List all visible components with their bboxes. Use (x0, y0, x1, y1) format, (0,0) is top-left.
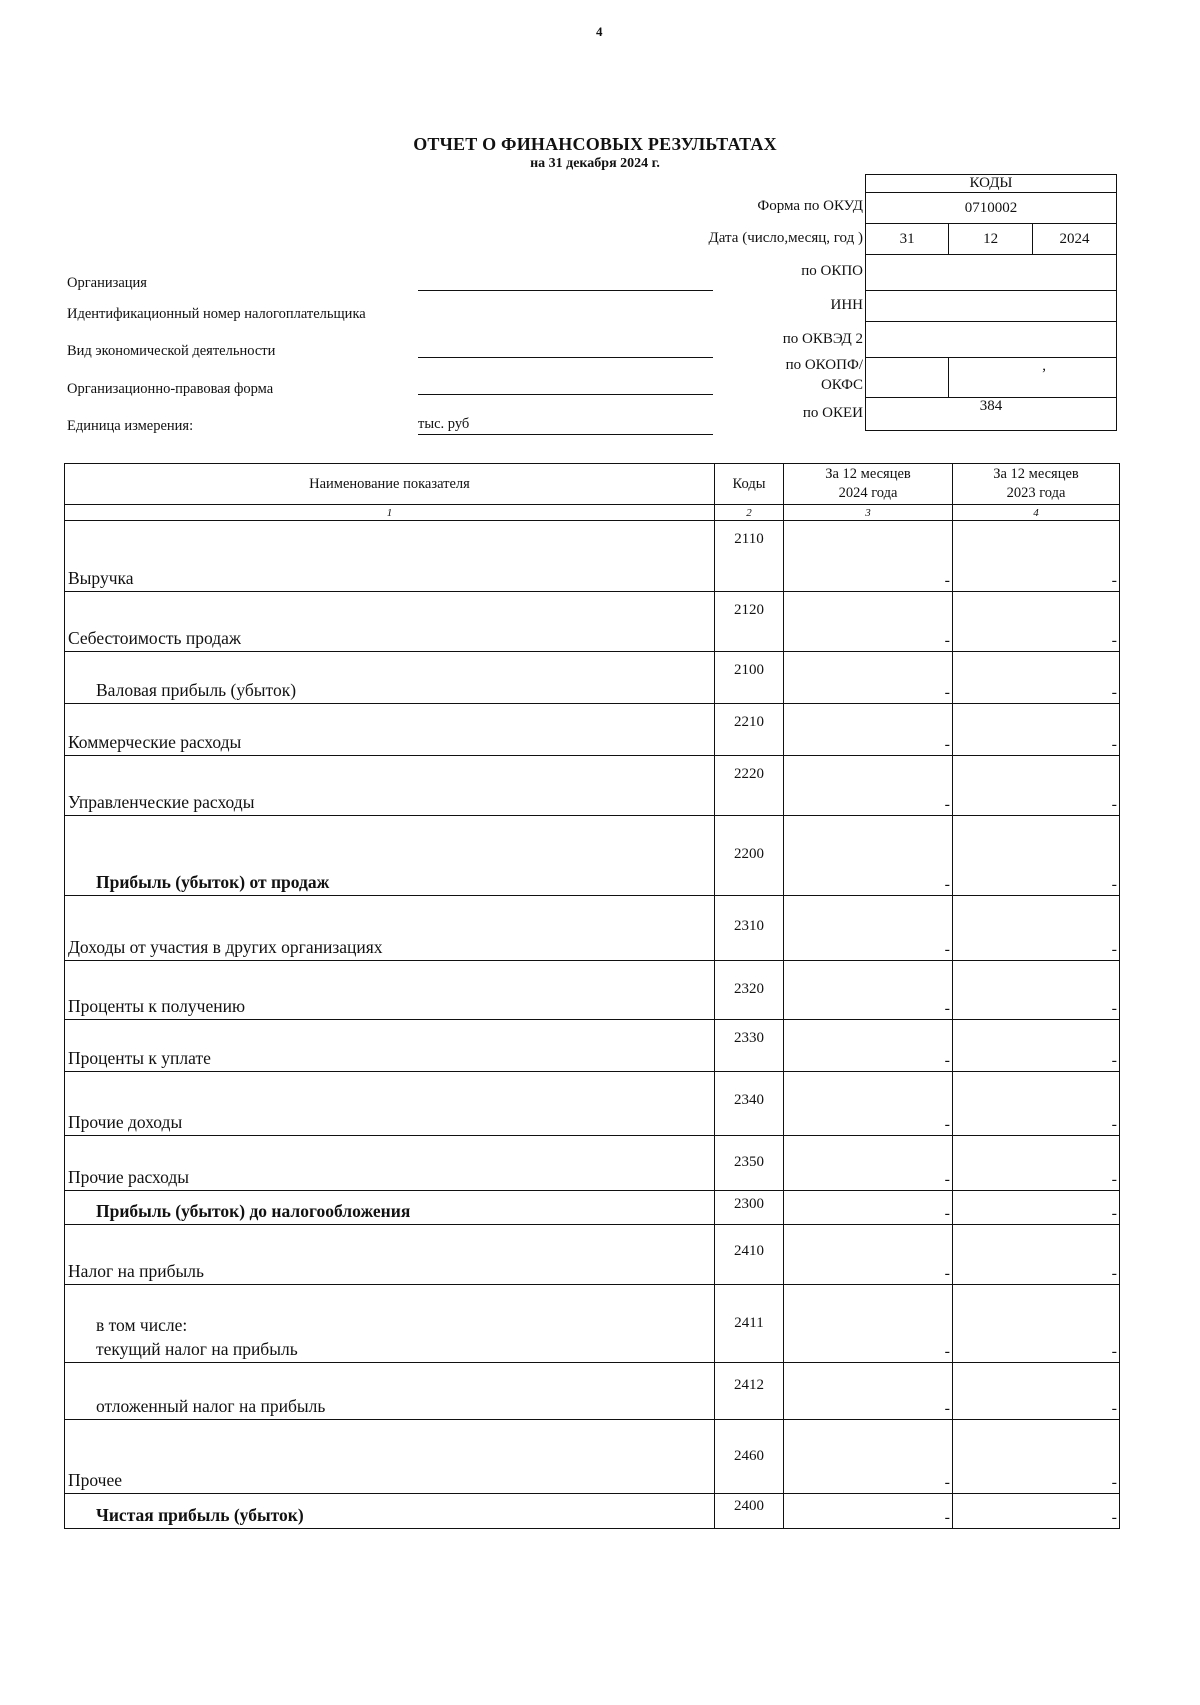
row-code: 2310 (715, 896, 784, 961)
row-code: 2410 (715, 1225, 784, 1285)
table-row (65, 1020, 1120, 1072)
row-name-participation-income: Доходы от участия в других организациях (65, 896, 715, 961)
row-code: 2400 (715, 1494, 784, 1529)
row-value-current: - (784, 704, 953, 756)
table-row (65, 1363, 1120, 1420)
table-row (65, 1285, 1120, 1363)
header-prev-period-line2: 2023 года (1006, 485, 1066, 501)
organization-line (418, 290, 713, 291)
row-code: 2460 (715, 1420, 784, 1494)
table-row (65, 961, 1120, 1020)
row-value-previous: - (953, 1225, 1120, 1285)
row-value-previous: - (953, 1020, 1120, 1072)
col-number: 4 (953, 505, 1120, 521)
row-value-current: - (784, 1420, 953, 1494)
date-month: 12 (949, 224, 1033, 255)
date-day: 31 (866, 224, 949, 255)
report-title: ОТЧЕТ О ФИНАНСОВЫХ РЕЗУЛЬТАТАХ (413, 134, 777, 154)
row-name-cost-of-sales: Себестоимость продаж (65, 592, 715, 652)
okopf-value (866, 358, 949, 398)
row-name-interest-receivable: Проценты к получению (65, 961, 715, 1020)
row-name-current-income-tax: текущий налог на прибыль (96, 1339, 298, 1359)
row-name-current-tax (65, 1285, 715, 1363)
table-row (65, 652, 1120, 704)
legal-form-label: Организационно-правовая форма (67, 381, 274, 397)
row-name-admin-expenses: Управленческие расходы (65, 756, 715, 816)
table-row (65, 704, 1120, 756)
okei-value: 384 (866, 398, 1117, 431)
row-value-current: - (784, 756, 953, 816)
row-value-previous: - (953, 592, 1120, 652)
row-value-previous: - (953, 816, 1120, 896)
row-code: 2320 (715, 961, 784, 1020)
col-number: 3 (784, 505, 953, 521)
inn-value (866, 291, 1117, 322)
report-date: на 31 декабря 2024 г. (530, 156, 660, 171)
header-current-period-line1: За 12 месяцев (825, 466, 911, 482)
row-name-income-tax: Налог на прибыль (65, 1225, 715, 1285)
header-code: Коды (715, 464, 784, 505)
row-value-current: - (784, 816, 953, 896)
row-value-current: - (784, 1136, 953, 1191)
date-label: Дата (число,месяц, год ) (708, 230, 863, 246)
inn-label: Идентификационный номер налогоплательщика (67, 306, 366, 322)
okfs-label: ОКФС (820, 377, 863, 393)
row-value-current: - (784, 652, 953, 704)
row-value-previous: - (953, 1285, 1120, 1363)
row-name-net-profit: Чистая прибыль (убыток) (65, 1494, 715, 1529)
table-row (65, 1420, 1120, 1494)
table-row (65, 756, 1120, 816)
row-value-current: - (784, 592, 953, 652)
row-code: 2200 (715, 816, 784, 896)
financial-results-table (64, 463, 1120, 1529)
row-value-current: - (784, 1225, 953, 1285)
table-row (65, 1072, 1120, 1136)
table-row (65, 1191, 1120, 1225)
header-prev-period-line1: За 12 месяцев (993, 466, 1079, 482)
okei-label: по ОКЕИ (802, 405, 863, 421)
row-code: 2220 (715, 756, 784, 816)
unit-label: Единица измерения: (67, 418, 194, 434)
legal-form-line (418, 394, 713, 395)
organization-label: Организация (67, 275, 147, 291)
row-value-current: - (784, 1191, 953, 1225)
header-name: Наименование показателя (65, 464, 715, 505)
activity-line (418, 357, 713, 358)
row-name-other-expenses: Прочие расходы (65, 1136, 715, 1191)
row-value-previous: - (953, 896, 1120, 961)
row-code: 2330 (715, 1020, 784, 1072)
row-value-current: - (784, 961, 953, 1020)
row-value-current: - (784, 1363, 953, 1420)
row-name-interest-payable: Проценты к уплате (65, 1020, 715, 1072)
unit-value: тыс. руб (418, 416, 713, 435)
row-value-previous: - (953, 1136, 1120, 1191)
okopf-label: по ОКОПФ/ (785, 357, 863, 373)
row-name-including: в том числе: (96, 1315, 188, 1335)
row-value-current: - (784, 1020, 953, 1072)
row-name-other: Прочее (65, 1420, 715, 1494)
row-name-selling-expenses: Коммерческие расходы (65, 704, 715, 756)
row-name-revenue: Выручка (65, 521, 715, 592)
col-number: 2 (715, 505, 784, 521)
row-code: 2411 (715, 1285, 784, 1363)
codes-table (865, 174, 1117, 431)
okpo-value (866, 255, 1117, 291)
row-value-current: - (784, 1072, 953, 1136)
row-value-previous: - (953, 704, 1120, 756)
row-code: 2340 (715, 1072, 784, 1136)
row-value-current: - (784, 896, 953, 961)
table-row (65, 816, 1120, 896)
row-code: 2110 (715, 521, 784, 592)
col-number: 1 (65, 505, 715, 521)
row-value-current: - (784, 1494, 953, 1529)
okud-value: 0710002 (866, 193, 1117, 224)
row-name-deferred-tax: отложенный налог на прибыль (65, 1363, 715, 1420)
row-value-previous: - (953, 652, 1120, 704)
row-value-current: - (784, 521, 953, 592)
row-value-previous: - (953, 1420, 1120, 1494)
codes-header: КОДЫ (866, 175, 1117, 193)
row-value-previous: - (953, 1191, 1120, 1225)
column-number-row (65, 505, 1120, 521)
table-row (65, 1225, 1120, 1285)
header-current-period (784, 464, 953, 505)
row-name-sales-profit: Прибыль (убыток) от продаж (65, 816, 715, 896)
date-year: 2024 (1033, 224, 1117, 255)
row-value-previous: - (953, 961, 1120, 1020)
inn-code-label: ИНН (830, 297, 863, 313)
header-prev-period (953, 464, 1120, 505)
okved-label: по ОКВЭД 2 (782, 331, 863, 347)
row-code: 2120 (715, 592, 784, 652)
table-row (65, 1136, 1120, 1191)
table-row (65, 521, 1120, 592)
row-value-previous: - (953, 1072, 1120, 1136)
activity-label: Вид экономической деятельности (67, 343, 276, 359)
row-code: 2300 (715, 1191, 784, 1225)
row-name-other-income: Прочие доходы (65, 1072, 715, 1136)
okud-label: Форма по ОКУД (757, 198, 863, 214)
row-code: 2412 (715, 1363, 784, 1420)
table-header-row (65, 464, 1120, 505)
row-value-previous: - (953, 756, 1120, 816)
page-number: 4 (596, 24, 603, 39)
okved-value (866, 322, 1117, 358)
okfs-value: , (949, 358, 1117, 398)
row-value-previous: - (953, 521, 1120, 592)
table-row (65, 896, 1120, 961)
row-value-previous: - (953, 1494, 1120, 1529)
header-current-period-line2: 2024 года (838, 485, 898, 501)
row-value-previous: - (953, 1363, 1120, 1420)
row-name-gross-profit: Валовая прибыль (убыток) (65, 652, 715, 704)
row-code: 2100 (715, 652, 784, 704)
row-value-current: - (784, 1285, 953, 1363)
row-name-profit-before-tax: Прибыль (убыток) до налогообложения (65, 1191, 715, 1225)
table-row (65, 1494, 1120, 1529)
row-code: 2350 (715, 1136, 784, 1191)
table-row (65, 592, 1120, 652)
row-code: 2210 (715, 704, 784, 756)
okpo-label: по ОКПО (801, 263, 863, 279)
